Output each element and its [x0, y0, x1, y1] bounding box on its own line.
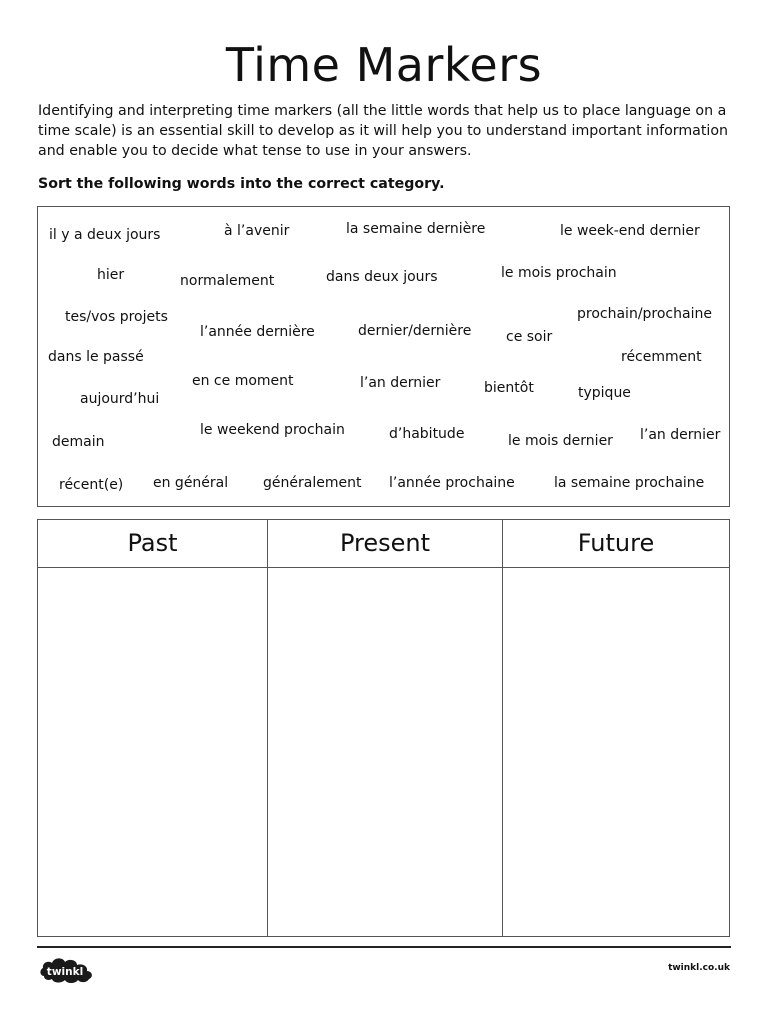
word-item: à l’avenir	[224, 223, 290, 239]
word-item: le mois prochain	[501, 265, 617, 281]
word-item: hier	[97, 267, 125, 283]
header-divider	[38, 567, 729, 568]
word-item: il y a deux jours	[49, 227, 161, 243]
word-item: en général	[153, 475, 229, 491]
word-item: l’année prochaine	[389, 475, 515, 491]
column-header-past: Past	[127, 529, 178, 557]
word-item: d’habitude	[389, 426, 465, 442]
word-item: le mois dernier	[508, 433, 613, 449]
intro-paragraph: Identifying and interpreting time markers (all the little words that help us to place language on a time scale) is an essential skill to develop as it will help you to understand important information and enable you to decide what tense to use in your answers.	[38, 103, 729, 159]
sorting-table	[37, 519, 730, 937]
word-item: en ce moment	[192, 373, 294, 389]
page-title: Time Markers	[225, 38, 543, 92]
word-item: tes/vos projets	[65, 309, 168, 325]
word-item: normalement	[180, 273, 275, 289]
column-divider	[502, 520, 503, 936]
word-item: la semaine dernière	[346, 221, 486, 237]
word-item: l’année dernière	[200, 324, 315, 340]
footer-divider	[37, 946, 731, 948]
word-item: récemment	[621, 349, 702, 365]
word-item: récent(e)	[59, 477, 124, 493]
word-item: l’an dernier	[360, 375, 441, 391]
word-item: typique	[578, 385, 631, 401]
column-header-future: Future	[577, 529, 655, 557]
word-item: le week-end dernier	[560, 223, 700, 239]
word-item: prochain/prochaine	[577, 306, 712, 322]
instruction-text: Sort the following words into the correct category.	[38, 176, 445, 192]
column-divider	[267, 520, 268, 936]
website-url: twinkl.co.uk	[668, 963, 730, 973]
word-item: la semaine prochaine	[554, 475, 705, 491]
twinkl-logo	[38, 954, 98, 986]
word-item: dans deux jours	[326, 269, 438, 285]
word-item: dernier/dernière	[358, 323, 472, 339]
word-item: aujourd’hui	[80, 391, 160, 407]
word-item: ce soir	[506, 329, 553, 345]
word-item: l’an dernier	[640, 427, 721, 443]
word-item: le weekend prochain	[200, 422, 345, 438]
word-item: bientôt	[484, 380, 534, 396]
word-item: généralement	[263, 475, 362, 491]
column-header-present: Present	[339, 529, 431, 557]
logo-text: twinkl	[46, 966, 84, 978]
word-item: dans le passé	[48, 349, 144, 365]
word-item: demain	[52, 434, 105, 450]
word-bank	[37, 206, 730, 507]
